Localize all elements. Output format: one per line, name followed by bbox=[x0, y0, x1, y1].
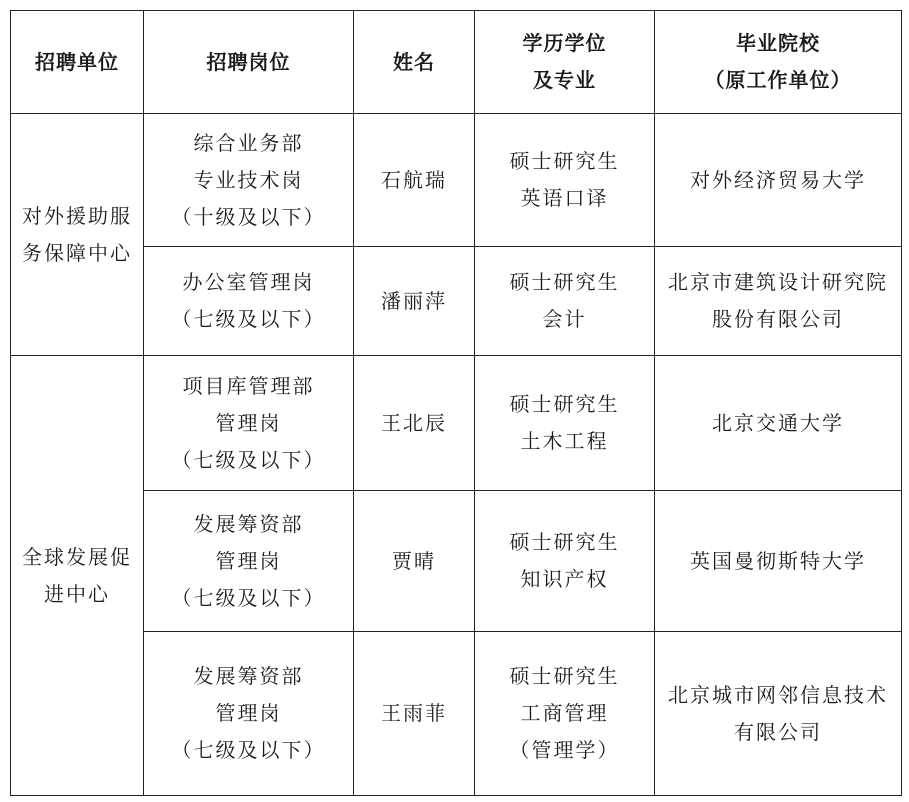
education-cell: 硕士研究生 土木工程 bbox=[475, 356, 655, 491]
table-row bbox=[11, 632, 902, 796]
education-cell: 硕士研究生 会计 bbox=[475, 247, 655, 356]
unit-cell: 全球发展促 进中心 bbox=[11, 356, 144, 796]
education-cell: 硕士研究生 知识产权 bbox=[475, 491, 655, 632]
school-cell: 对外经济贸易大学 bbox=[655, 114, 902, 247]
header-education: 学历学位 及专业 bbox=[475, 11, 655, 114]
education-cell: 硕士研究生 英语口译 bbox=[475, 114, 655, 247]
header-name: 姓名 bbox=[354, 11, 475, 114]
table-row bbox=[11, 356, 902, 491]
position-cell: 项目库管理部 管理岗 （七级及以下） bbox=[144, 356, 354, 491]
header-school: 毕业院校 （原工作单位） bbox=[655, 11, 902, 114]
table-row bbox=[11, 247, 902, 356]
table-row bbox=[11, 114, 902, 247]
position-cell: 办公室管理岗 （七级及以下） bbox=[144, 247, 354, 356]
header-position: 招聘岗位 bbox=[144, 11, 354, 114]
recruitment-table bbox=[10, 10, 902, 796]
table-row bbox=[11, 491, 902, 632]
school-cell: 北京交通大学 bbox=[655, 356, 902, 491]
education-cell: 硕士研究生 工商管理 （管理学） bbox=[475, 632, 655, 796]
name-cell: 王雨菲 bbox=[354, 632, 475, 796]
school-cell: 英国曼彻斯特大学 bbox=[655, 491, 902, 632]
unit-cell: 对外援助服 务保障中心 bbox=[11, 114, 144, 356]
name-cell: 潘丽萍 bbox=[354, 247, 475, 356]
name-cell: 石航瑞 bbox=[354, 114, 475, 247]
position-cell: 发展筹资部 管理岗 （七级及以下） bbox=[144, 491, 354, 632]
name-cell: 贾晴 bbox=[354, 491, 475, 632]
school-cell: 北京市建筑设计研究院 股份有限公司 bbox=[655, 247, 902, 356]
position-cell: 综合业务部 专业技术岗 （十级及以下） bbox=[144, 114, 354, 247]
name-cell: 王北辰 bbox=[354, 356, 475, 491]
position-cell: 发展筹资部 管理岗 （七级及以下） bbox=[144, 632, 354, 796]
school-cell: 北京城市网邻信息技术 有限公司 bbox=[655, 632, 902, 796]
header-row bbox=[11, 11, 902, 114]
header-unit: 招聘单位 bbox=[11, 11, 144, 114]
